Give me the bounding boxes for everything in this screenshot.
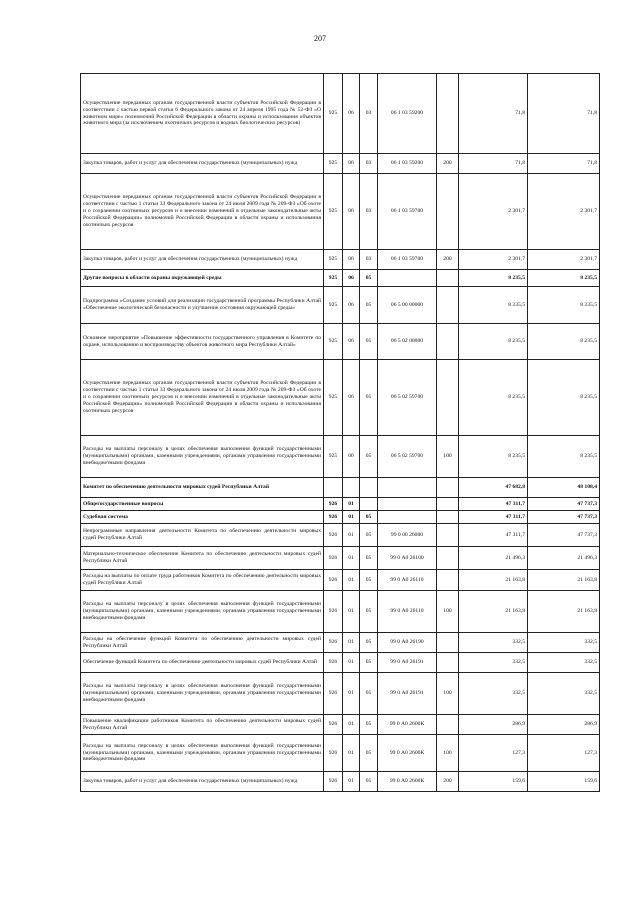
row-amount-year2: 332,5: [528, 633, 600, 653]
row-expense-type: 200: [437, 154, 459, 174]
row-amount-year2: 71,8: [528, 74, 600, 154]
table-row: [81, 591, 600, 633]
row-grbs: 925: [324, 174, 343, 250]
row-target-article: 99 0 А0 26190: [378, 633, 437, 653]
row-subsection: 03: [360, 174, 378, 250]
table-row: [81, 154, 600, 174]
row-amount-year2: 8 235,5: [528, 324, 600, 360]
row-subsection: 05: [360, 715, 378, 735]
row-target-article: 99 0 А0 26110: [378, 591, 437, 633]
table-row: [81, 653, 600, 673]
row-expense-type: 100: [437, 735, 459, 772]
row-amount-year1: 332,5: [459, 633, 528, 653]
row-expense-type: [437, 360, 459, 436]
row-subsection: 05: [360, 287, 378, 324]
row-subsection: 05: [360, 653, 378, 673]
row-grbs: 925: [324, 74, 343, 154]
row-expense-type: [437, 715, 459, 735]
row-subsection: 03: [360, 154, 378, 174]
row-expense-type: [437, 653, 459, 673]
row-target-article: [378, 478, 437, 498]
row-amount-year1: 2 301,7: [459, 174, 528, 250]
row-subsection: [360, 498, 378, 511]
row-subsection: 05: [360, 270, 378, 287]
row-amount-year1: 47 311,7: [459, 524, 528, 547]
row-amount-year1: 21 496,3: [459, 547, 528, 570]
row-expense-type: [437, 570, 459, 591]
row-amount-year1: 8 235,5: [459, 287, 528, 324]
row-amount-year2: 47 737,3: [528, 498, 600, 511]
row-name: Подпрограмма «Создание условий для реализации государственной программы Республики Алтай «Обеспечение экологической безопасности и улучшение состояния окружающей среды»: [81, 287, 324, 324]
row-target-article: 06 5 00 00000: [378, 287, 437, 324]
row-target-article: [378, 511, 437, 524]
row-grbs: 925: [324, 436, 343, 478]
table-row: [81, 524, 600, 547]
row-expense-type: [437, 287, 459, 324]
table-row: [81, 360, 600, 436]
row-subsection: 03: [360, 74, 378, 154]
row-subsection: 05: [360, 547, 378, 570]
table-row: [81, 547, 600, 570]
row-name: Комитет по обеспечению деятельности мировых судей Республики Алтай: [81, 478, 324, 498]
row-name: Осуществление переданных органам государственной власти субъектов Российской Федерации в соответствии с частью 1 статьи 33 Федерального закона от 24 июля 2009 года № 209-ФЗ «Об охоте и о сохранении охотничьих ресурсов и о внесении изменений в отдельные законодательные акты Российской Федерации» полномочий Российской Федерации в области охраны и использования охотничьих ресурсов: [81, 360, 324, 436]
row-amount-year2: 8 235,5: [528, 270, 600, 287]
row-section: 06: [343, 360, 360, 436]
row-name: Расходы на выплаты персоналу в целях обеспечения выполнения функций государственными (муниципальными) органами, казенными учреждениями, органами управления государственными внебюджетными фондами: [81, 735, 324, 772]
row-subsection: 03: [360, 250, 378, 270]
row-amount-year1: 286,9: [459, 715, 528, 735]
row-target-article: 06 1 03 59700: [378, 174, 437, 250]
row-section: 06: [343, 154, 360, 174]
row-name: Расходы на выплаты персоналу в целях обеспечения выполнения функций государственными (муниципальными) органами, казенными учреждениями, органами управления государственными внебюджетными фондами: [81, 591, 324, 633]
row-amount-year2: 332,5: [528, 653, 600, 673]
row-grbs: 925: [324, 154, 343, 174]
row-subsection: 05: [360, 324, 378, 360]
row-grbs: 925: [324, 360, 343, 436]
row-name: Материально-техническое обеспечение Комитета по обеспечению деятельности мировых судей Республики Алтай: [81, 547, 324, 570]
row-amount-year2: 48 108,4: [528, 478, 600, 498]
row-name: Закупка товаров, работ и услуг для обеспечения государственных (муниципальных) нужд: [81, 772, 324, 792]
table-row: [81, 772, 600, 792]
row-grbs: 926: [324, 653, 343, 673]
row-amount-year1: 8 235,5: [459, 270, 528, 287]
row-amount-year2: 2 301,7: [528, 174, 600, 250]
row-amount-year2: 8 235,5: [528, 287, 600, 324]
row-section: 06: [343, 270, 360, 287]
row-subsection: 05: [360, 735, 378, 772]
row-name: Основное мероприятие «Повышение эффективности государственного управления в Комитете по охране, использованию и воспроизводству объектов животного мира Республики Алтай»: [81, 324, 324, 360]
row-expense-type: [437, 524, 459, 547]
table-row: [81, 478, 600, 498]
row-section: 06: [343, 250, 360, 270]
table-row: [81, 174, 600, 250]
row-subsection: 05: [360, 591, 378, 633]
row-section: 01: [343, 735, 360, 772]
row-expense-type: [437, 633, 459, 653]
row-expense-type: 200: [437, 772, 459, 792]
row-amount-year1: 2 301,7: [459, 250, 528, 270]
row-grbs: 926: [324, 772, 343, 792]
row-name: Другие вопросы в области охраны окружающей среды: [81, 270, 324, 287]
row-target-article: 06 1 03 59700: [378, 250, 437, 270]
row-target-article: 99 0 00 26000: [378, 524, 437, 547]
row-section: 06: [343, 324, 360, 360]
row-amount-year1: 127,3: [459, 735, 528, 772]
row-section: 01: [343, 633, 360, 653]
row-expense-type: 200: [437, 250, 459, 270]
row-subsection: 05: [360, 511, 378, 524]
row-grbs: 925: [324, 250, 343, 270]
row-amount-year1: 332,5: [459, 673, 528, 715]
table-row: [81, 633, 600, 653]
row-grbs: 925: [324, 324, 343, 360]
row-subsection: 05: [360, 570, 378, 591]
row-target-article: [378, 270, 437, 287]
row-section: 01: [343, 591, 360, 633]
row-section: 01: [343, 570, 360, 591]
row-subsection: 05: [360, 524, 378, 547]
row-amount-year2: 21 163,8: [528, 570, 600, 591]
row-expense-type: 100: [437, 591, 459, 633]
row-target-article: 06 5 02 59700: [378, 436, 437, 478]
row-amount-year2: 47 737,3: [528, 511, 600, 524]
page-number: 207: [314, 34, 326, 43]
row-subsection: 05: [360, 673, 378, 715]
row-amount-year1: 8 235,5: [459, 436, 528, 478]
row-expense-type: [437, 270, 459, 287]
row-subsection: 05: [360, 360, 378, 436]
table-row: [81, 436, 600, 478]
row-expense-type: [437, 174, 459, 250]
row-amount-year1: 21 163,8: [459, 570, 528, 591]
table-row: [81, 570, 600, 591]
row-expense-type: [437, 547, 459, 570]
row-amount-year2: 127,3: [528, 735, 600, 772]
row-expense-type: [437, 498, 459, 511]
row-section: 01: [343, 715, 360, 735]
row-target-article: 99 0 А0 26191: [378, 653, 437, 673]
row-target-article: 99 0 А0 26110: [378, 570, 437, 591]
row-subsection: [360, 478, 378, 498]
row-target-article: 06 1 03 59200: [378, 154, 437, 174]
row-name: Общегосударственные вопросы: [81, 498, 324, 511]
row-grbs: 926: [324, 715, 343, 735]
row-target-article: 06 5 02 00000: [378, 324, 437, 360]
row-amount-year1: 159,6: [459, 772, 528, 792]
row-target-article: 06 5 02 59700: [378, 360, 437, 436]
row-name: Обеспечение функций Комитета по обеспечению деятельности мировых судей Республики Алтай: [81, 653, 324, 673]
row-target-article: 99 0 А0 26191: [378, 673, 437, 715]
row-amount-year2: 21 496,3: [528, 547, 600, 570]
row-grbs: 926: [324, 524, 343, 547]
table-row: [81, 735, 600, 772]
row-amount-year1: 332,5: [459, 653, 528, 673]
row-amount-year1: 71,8: [459, 154, 528, 174]
row-name: Осуществление переданных органам государственной власти субъектов Российской Федерации в соответствии с частью 1 статьи 33 Федерального закона от 24 июля 2009 года № 209-ФЗ «Об охоте и о сохранении охотничьих ресурсов и о внесении изменений в отдельные законодательные акты Российской Федерации» полномочий Российской Федерации в области охраны и использования охотничьих ресурсов: [81, 174, 324, 250]
row-section: 06: [343, 287, 360, 324]
row-amount-year1: 21 163,8: [459, 591, 528, 633]
row-expense-type: 100: [437, 436, 459, 478]
row-name: Закупка товаров, работ и услуг для обеспечения государственных (муниципальных) нужд: [81, 154, 324, 174]
row-amount-year1: 71,8: [459, 74, 528, 154]
row-section: 06: [343, 74, 360, 154]
table-row: [81, 270, 600, 287]
row-target-article: 06 1 03 59200: [378, 74, 437, 154]
row-section: 06: [343, 174, 360, 250]
row-name: Повышение квалификации работников Комитета по обеспечению деятельности мировых судей Республики Алтай: [81, 715, 324, 735]
row-name: Осуществление переданных органам государственной власти субъектов Российской Федерации в соответствии с частью первой статьи 6 Федерального закона от 24 апреля 1995 года № 52-ФЗ «О животном мире» полномочий Российской Федерации в области охраны и использования объектов животного мира (за исключением охотничьих ресурсов и водных биологических ресурсов): [81, 74, 324, 154]
row-amount-year2: 8 235,5: [528, 436, 600, 478]
row-amount-year2: 47 737,3: [528, 524, 600, 547]
row-grbs: 926: [324, 735, 343, 772]
row-section: 01: [343, 524, 360, 547]
row-subsection: 05: [360, 772, 378, 792]
row-grbs: 926: [324, 498, 343, 511]
row-grbs: 925: [324, 270, 343, 287]
row-name: Расходы на обеспечение функций Комитета по обеспечению деятельности мировых судей Республики Алтай: [81, 633, 324, 653]
row-expense-type: [437, 74, 459, 154]
row-section: 06: [343, 436, 360, 478]
table-row: [81, 250, 600, 270]
table-row: [81, 673, 600, 715]
row-amount-year1: 8 235,5: [459, 324, 528, 360]
row-section: 01: [343, 511, 360, 524]
row-section: [343, 478, 360, 498]
row-amount-year2: 8 235,5: [528, 360, 600, 436]
row-amount-year2: 21 163,8: [528, 591, 600, 633]
row-amount-year2: 71,8: [528, 154, 600, 174]
row-section: 01: [343, 653, 360, 673]
row-amount-year2: 2 301,7: [528, 250, 600, 270]
table-row: [81, 511, 600, 524]
row-subsection: 05: [360, 436, 378, 478]
row-section: 01: [343, 772, 360, 792]
row-target-article: [378, 498, 437, 511]
row-target-article: 99 0 А0 2600К: [378, 772, 437, 792]
row-name: Расходы на выплаты персоналу в целях обеспечения выполнения функций государственными (муниципальными) органами, казенными учреждениями, органами управления государственными внебюджетными фондами: [81, 436, 324, 478]
row-name: Непрограммные направления деятельности Комитета по обеспечению деятельности мировых судей Республики Алтай: [81, 524, 324, 547]
row-amount-year2: 159,6: [528, 772, 600, 792]
table-row: [81, 287, 600, 324]
row-grbs: 926: [324, 511, 343, 524]
row-grbs: 926: [324, 570, 343, 591]
table-row: [81, 715, 600, 735]
row-target-article: 99 0 А0 2600К: [378, 735, 437, 772]
row-name: Расходы на выплаты по оплате труда работников Комитета по обеспечению деятельности мировых судей Республики Алтай: [81, 570, 324, 591]
row-name: Расходы на выплаты персоналу в целях обеспечения выполнения функций государственными (муниципальными) органами, казенными учреждениями, органами управления государственными внебюджетными фондами: [81, 673, 324, 715]
row-target-article: 99 0 А0 26100: [378, 547, 437, 570]
row-section: 01: [343, 498, 360, 511]
row-name: Закупка товаров, работ и услуг для обеспечения государственных (муниципальных) нужд: [81, 250, 324, 270]
row-expense-type: [437, 511, 459, 524]
row-expense-type: [437, 478, 459, 498]
row-amount-year1: 47 311,7: [459, 511, 528, 524]
row-section: 01: [343, 547, 360, 570]
row-grbs: 926: [324, 673, 343, 715]
table-row: [81, 74, 600, 154]
row-expense-type: 100: [437, 673, 459, 715]
row-grbs: 926: [324, 633, 343, 653]
row-amount-year2: 286,9: [528, 715, 600, 735]
table-row: [81, 324, 600, 360]
row-name: Судебная система: [81, 511, 324, 524]
row-section: 01: [343, 673, 360, 715]
row-expense-type: [437, 324, 459, 360]
row-amount-year1: 47 311,7: [459, 498, 528, 511]
row-target-article: 99 0 А0 2600К: [378, 715, 437, 735]
row-grbs: 926: [324, 547, 343, 570]
table-row: [81, 498, 600, 511]
row-amount-year2: 332,5: [528, 673, 600, 715]
row-amount-year1: 47 682,8: [459, 478, 528, 498]
row-amount-year1: 8 235,5: [459, 360, 528, 436]
budget-table: [80, 73, 600, 792]
row-subsection: 05: [360, 633, 378, 653]
row-grbs: [324, 478, 343, 498]
row-grbs: 926: [324, 591, 343, 633]
row-grbs: 925: [324, 287, 343, 324]
